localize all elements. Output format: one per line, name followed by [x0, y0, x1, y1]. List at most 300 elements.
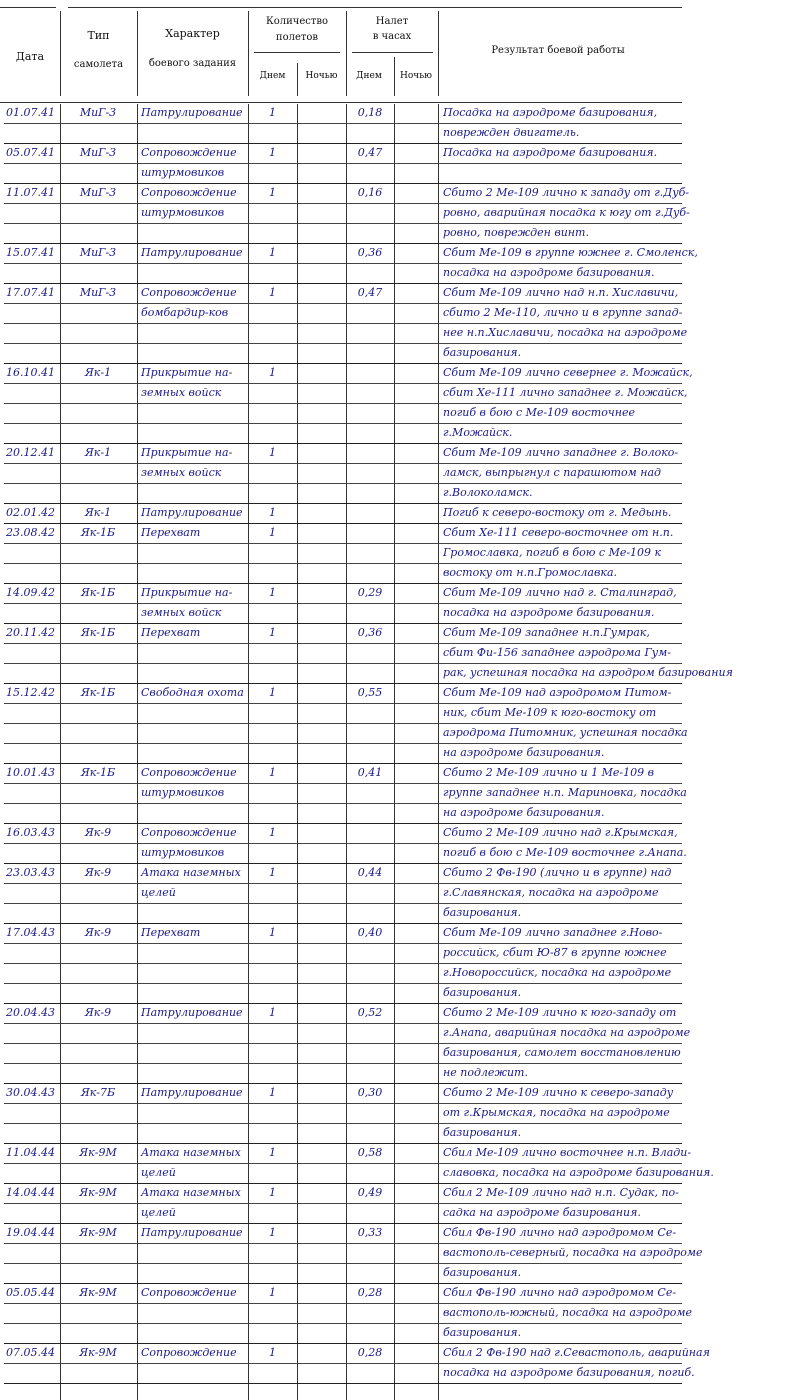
column-divider	[394, 444, 395, 504]
column-divider	[137, 1224, 138, 1284]
row-date: 11.04.44	[6, 1146, 55, 1159]
row-result-line: Сбит Ме-109 лично над г. Сталинград,	[443, 586, 677, 599]
header-hours-day: Днем	[356, 71, 382, 81]
column-divider	[297, 624, 298, 684]
column-divider	[438, 1184, 439, 1224]
column-divider	[137, 364, 138, 444]
row-task: Сопровождение	[141, 1286, 237, 1299]
line-rule	[4, 843, 682, 844]
row-date: 17.07.41	[6, 286, 55, 299]
row-flights-day: 1	[269, 446, 276, 459]
row-date: 02.01.42	[6, 506, 55, 519]
row-date: 05.07.41	[6, 146, 55, 159]
row-result-line: сбито 2 Ме-110, лично и в группе запад-	[443, 306, 683, 319]
row-task: Сопровождение	[141, 146, 237, 159]
row-hours-day: 0,49	[357, 1186, 383, 1199]
row-result-line: Сбито 2 Ме-109 лично к западу от г.Дуб-	[443, 186, 690, 199]
row-hours-day: 0,55	[357, 686, 383, 699]
row-result-line: Сбито 2 Ме-109 лично к северо-западу	[443, 1086, 674, 1099]
row-plane-type: Як-9М	[79, 1286, 117, 1299]
row-date: 16.03.43	[6, 826, 55, 839]
column-divider	[394, 1344, 395, 1384]
row-result-line: Сбито 2 Фв-190 (лично и в группе) над	[443, 866, 672, 879]
row-plane-type: МиГ-3	[79, 146, 117, 159]
column-divider	[438, 624, 439, 684]
row-border	[4, 183, 682, 184]
column-divider	[60, 244, 61, 284]
row-result-line: востоку от н.п.Громославка.	[443, 566, 617, 579]
column-divider	[137, 924, 138, 1004]
column-divider	[137, 764, 138, 824]
column-divider	[297, 244, 298, 284]
row-result-line: от г.Крымская, посадка на аэродроме	[443, 1106, 670, 1119]
column-divider	[346, 444, 347, 504]
line-rule	[4, 963, 682, 964]
row-plane-type: Як-1Б	[80, 526, 116, 539]
column-divider	[60, 364, 61, 444]
row-date: 16.10.41	[6, 366, 55, 379]
column-divider	[137, 284, 138, 364]
row-result-line: славовка, посадка на аэродроме базирования.	[443, 1166, 714, 1179]
row-plane-type: МиГ-3	[79, 246, 117, 259]
column-divider	[297, 444, 298, 504]
column-divider	[297, 104, 298, 144]
column-divider	[137, 1084, 138, 1144]
column-divider	[297, 684, 298, 764]
row-task: целей	[141, 1206, 176, 1219]
column-divider	[438, 524, 439, 584]
row-flights-day: 1	[269, 926, 276, 939]
row-plane-type: МиГ-3	[79, 106, 117, 119]
column-divider	[297, 1084, 298, 1144]
row-flights-day: 1	[269, 866, 276, 879]
column-divider	[60, 924, 61, 1004]
row-hours-day: 0,52	[357, 1006, 383, 1019]
column-divider	[297, 1384, 298, 1400]
column-divider	[394, 684, 395, 764]
header-plane-type-2: самолета	[73, 59, 124, 70]
column-divider	[60, 104, 61, 144]
header-flights-2: полетов	[275, 32, 319, 43]
column-divider	[438, 1384, 439, 1400]
column-divider	[394, 1184, 395, 1224]
column-divider	[394, 144, 395, 184]
row-task: штурмовиков	[141, 846, 225, 859]
row-hours-day: 0,40	[357, 926, 383, 939]
row-result-line: ровно, поврежден винт.	[443, 226, 589, 239]
row-flights-day: 1	[269, 826, 276, 839]
line-rule	[4, 563, 682, 564]
row-result-line: вастополь-северный, посадка на аэродроме	[443, 1246, 703, 1259]
column-divider	[60, 1384, 61, 1400]
column-divider	[297, 924, 298, 1004]
line-rule	[4, 223, 682, 224]
row-task: земных войск	[141, 466, 222, 479]
column-divider	[297, 1144, 298, 1184]
column-divider	[394, 104, 395, 144]
row-plane-type: Як-9	[84, 1006, 112, 1019]
column-divider	[137, 684, 138, 764]
row-task: Атака наземных	[141, 1146, 241, 1159]
column-divider	[438, 184, 439, 244]
column-divider	[60, 1344, 61, 1384]
row-hours-day: 0,18	[357, 106, 383, 119]
header-plane-type-1: Тип	[87, 29, 110, 42]
line-rule	[4, 483, 682, 484]
row-result-line: российск, сбит Ю-87 в группе южнее	[443, 946, 667, 959]
row-border	[4, 443, 682, 444]
row-result-line: базирования, самолет восстановлению	[443, 1046, 681, 1059]
column-divider	[394, 1144, 395, 1184]
column-divider	[394, 524, 395, 584]
row-border	[4, 503, 682, 504]
header-divider	[137, 11, 138, 96]
column-divider	[297, 764, 298, 824]
line-rule	[4, 203, 682, 204]
column-divider	[137, 504, 138, 524]
top-border-left	[0, 7, 56, 8]
row-task: Патрулирование	[141, 1226, 243, 1239]
row-border	[4, 143, 682, 144]
line-rule	[4, 123, 682, 124]
header-flights-1: Количество	[265, 16, 329, 27]
column-divider	[394, 924, 395, 1004]
row-result-line: Сбил 2 Ме-109 лично над н.п. Судак, по-	[443, 1186, 679, 1199]
row-plane-type: Як-1Б	[80, 686, 116, 699]
row-date: 23.08.42	[6, 526, 55, 539]
row-plane-type: Як-9	[84, 926, 112, 939]
row-flights-day: 1	[269, 246, 276, 259]
row-result-line: Сбил Фв-190 лично над аэродромом Се-	[443, 1286, 677, 1299]
row-hours-day: 0,33	[357, 1226, 383, 1239]
row-plane-type: Як-1Б	[80, 586, 116, 599]
column-divider	[438, 1224, 439, 1284]
column-divider	[438, 144, 439, 184]
row-flights-day: 1	[269, 1286, 276, 1299]
column-divider	[394, 624, 395, 684]
column-divider	[248, 1384, 249, 1400]
row-flights-day: 1	[269, 506, 276, 519]
row-task: Перехват	[141, 626, 201, 639]
column-divider	[297, 824, 298, 864]
column-divider	[438, 584, 439, 624]
row-result-line: Громославка, погиб в бою с Ме-109 к	[443, 546, 662, 559]
column-divider	[297, 1224, 298, 1284]
column-divider	[394, 824, 395, 864]
row-result-line: группе западнее н.п. Мариновка, посадка	[443, 786, 687, 799]
row-border	[4, 363, 682, 364]
column-divider	[394, 184, 395, 244]
row-date: 20.11.42	[6, 626, 55, 639]
line-rule	[4, 323, 682, 324]
column-divider	[60, 764, 61, 824]
column-divider	[438, 104, 439, 144]
row-task: бомбардир-ков	[141, 306, 229, 319]
column-divider	[438, 864, 439, 924]
row-hours-day: 0,41	[357, 766, 383, 779]
row-flights-day: 1	[269, 526, 276, 539]
row-date: 15.12.42	[6, 686, 55, 699]
column-divider	[438, 764, 439, 824]
header-flights-night: Ночью	[305, 71, 338, 81]
row-task: Прикрытие на-	[141, 366, 233, 379]
column-divider	[137, 144, 138, 184]
row-task: Сопровождение	[141, 1346, 237, 1359]
header-date: Дата	[15, 50, 45, 63]
row-task: целей	[141, 886, 176, 899]
row-border	[4, 1343, 682, 1344]
column-divider	[137, 244, 138, 284]
row-result-line: погиб в бою с Ме-109 восточнее г.Анапа.	[443, 846, 687, 859]
column-divider	[438, 1084, 439, 1144]
row-result-line: Погиб к северо-востоку от г. Медынь.	[443, 506, 672, 519]
row-result-line: Сбит Ме-109 лично западнее г.Ново-	[443, 926, 663, 939]
column-divider	[346, 824, 347, 864]
row-task: Сопровождение	[141, 186, 237, 199]
row-result-line: нее н.п.Хиславичи, посадка на аэродроме	[443, 326, 688, 339]
column-divider	[60, 1144, 61, 1184]
row-date: 17.04.43	[6, 926, 55, 939]
row-task: Атака наземных	[141, 1186, 241, 1199]
line-rule	[4, 423, 682, 424]
row-border	[4, 583, 682, 584]
column-divider	[297, 284, 298, 364]
row-plane-type: Як-9М	[79, 1346, 117, 1359]
row-border	[4, 1383, 682, 1384]
column-divider	[297, 184, 298, 244]
row-plane-type: Як-1	[84, 446, 112, 459]
line-rule	[4, 983, 682, 984]
row-plane-type: Як-1	[84, 506, 112, 519]
row-flights-day: 1	[269, 366, 276, 379]
row-date: 05.05.44	[6, 1286, 55, 1299]
column-divider	[297, 1344, 298, 1384]
row-date: 23.03.43	[6, 866, 55, 879]
column-divider	[394, 1384, 395, 1400]
row-result-line: Сбил 2 Фв-190 над г.Севастополь, аварийная	[443, 1346, 710, 1359]
row-task: Атака наземных	[141, 866, 241, 879]
row-hours-day: 0,58	[357, 1146, 383, 1159]
column-divider	[137, 1344, 138, 1384]
row-border	[4, 523, 682, 524]
column-divider	[60, 1004, 61, 1084]
row-flights-day: 1	[269, 586, 276, 599]
column-divider	[394, 1084, 395, 1144]
column-divider	[60, 184, 61, 244]
column-divider	[438, 444, 439, 504]
row-result-line: рак, успешная посадка на аэродром базирования	[443, 666, 733, 679]
row-date: 14.04.44	[6, 1186, 55, 1199]
row-border	[4, 1003, 682, 1004]
row-result-line: Сбит Ме-109 лично севернее г. Можайск,	[443, 366, 693, 379]
row-task: Перехват	[141, 926, 201, 939]
column-divider	[137, 864, 138, 924]
line-rule	[4, 403, 682, 404]
row-task: Патрулирование	[141, 246, 243, 259]
column-divider	[60, 684, 61, 764]
row-border	[4, 243, 682, 244]
column-divider	[137, 624, 138, 684]
header-task-1: Характер	[165, 27, 220, 40]
line-rule	[4, 903, 682, 904]
row-result-line: на аэродроме базирования.	[443, 806, 605, 819]
column-divider	[297, 1184, 298, 1224]
line-rule	[4, 803, 682, 804]
column-divider	[297, 1284, 298, 1344]
column-divider	[438, 824, 439, 864]
column-divider	[394, 284, 395, 364]
line-rule	[4, 1103, 682, 1104]
row-result-line: Посадка на аэродроме базирования.	[443, 146, 658, 159]
column-divider	[346, 504, 347, 524]
column-divider	[438, 1344, 439, 1384]
row-plane-type: Як-7Б	[80, 1086, 116, 1099]
header-result: Результат боевой работы	[491, 45, 625, 56]
row-task: Патрулирование	[141, 1086, 243, 1099]
line-rule	[4, 643, 682, 644]
row-result-line: садка на аэродроме базирования.	[443, 1206, 641, 1219]
row-result-line: базирования.	[443, 906, 522, 919]
row-date: 20.04.43	[6, 1006, 55, 1019]
row-date: 14.09.42	[6, 586, 55, 599]
column-divider	[394, 584, 395, 624]
row-result-line: ник, сбит Ме-109 к юго-востоку от	[443, 706, 657, 719]
row-result-line: на аэродроме базирования.	[443, 746, 605, 759]
row-result-line: базирования.	[443, 346, 522, 359]
row-flights-day: 1	[269, 1146, 276, 1159]
column-divider	[137, 444, 138, 504]
column-divider	[438, 284, 439, 364]
row-border	[4, 1183, 682, 1184]
column-divider	[297, 364, 298, 444]
column-divider	[346, 524, 347, 584]
row-border	[4, 923, 682, 924]
row-task: Свободная охота	[141, 686, 244, 699]
header-hours-1: Налет	[375, 16, 409, 27]
header-hours-night: Ночью	[400, 71, 432, 81]
row-task: Прикрытие на-	[141, 586, 233, 599]
column-divider	[60, 1224, 61, 1284]
row-result-line: Сбит Хе-111 северо-восточнее от н.п.	[443, 526, 674, 539]
row-task: Прикрытие на-	[141, 446, 233, 459]
row-hours-day: 0,44	[357, 866, 383, 879]
row-date: 10.01.43	[6, 766, 55, 779]
row-plane-type: Як-1Б	[80, 766, 116, 779]
row-result-line: Сбит Ме-109 над аэродромом Питом-	[443, 686, 672, 699]
row-result-line: Посадка на аэродроме базирования,	[443, 106, 658, 119]
row-task: штурмовиков	[141, 166, 225, 179]
header-hours-2: в часах	[372, 31, 412, 42]
column-divider	[394, 364, 395, 444]
row-result-line: Сбито 2 Ме-109 лично к юго-западу от	[443, 1006, 677, 1019]
column-divider	[297, 524, 298, 584]
column-divider	[60, 584, 61, 624]
column-divider	[438, 684, 439, 764]
row-date: 30.04.43	[6, 1086, 55, 1099]
row-result-line: базирования.	[443, 1326, 522, 1339]
column-divider	[60, 284, 61, 364]
line-rule	[4, 383, 682, 384]
row-flights-day: 1	[269, 106, 276, 119]
column-divider	[60, 1084, 61, 1144]
column-divider	[60, 444, 61, 504]
row-hours-day: 0,28	[357, 1346, 383, 1359]
row-flights-day: 1	[269, 686, 276, 699]
row-hours-day: 0,36	[357, 246, 383, 259]
row-border	[4, 1283, 682, 1284]
row-flights-day: 1	[269, 1086, 276, 1099]
row-result-line: посадка на аэродроме базирования.	[443, 266, 655, 279]
row-flights-day: 1	[269, 146, 276, 159]
column-divider	[60, 1284, 61, 1344]
header-group-rule	[352, 52, 433, 53]
header-task-2: боевого задания	[148, 58, 237, 69]
row-plane-type: Як-1	[84, 366, 112, 379]
line-rule	[4, 783, 682, 784]
line-rule	[4, 263, 682, 264]
row-plane-type: Як-1Б	[80, 626, 116, 639]
column-divider	[394, 864, 395, 924]
row-task: земных войск	[141, 606, 222, 619]
row-result-line: сбит Фи-156 западнее аэродрома Гум-	[443, 646, 671, 659]
line-rule	[4, 1363, 682, 1364]
line-rule	[4, 463, 682, 464]
row-date: 01.07.41	[6, 106, 55, 119]
column-divider	[346, 1384, 347, 1400]
row-task: земных войск	[141, 386, 222, 399]
column-divider	[297, 504, 298, 524]
row-date: 07.05.44	[6, 1346, 55, 1359]
row-result-line: г.Новороссийск, посадка на аэродроме	[443, 966, 672, 979]
row-result-line: Сбито 2 Ме-109 лично над г.Крымская,	[443, 826, 678, 839]
column-divider	[297, 864, 298, 924]
row-border	[4, 1223, 682, 1224]
line-rule	[4, 1123, 682, 1124]
column-divider	[137, 524, 138, 584]
row-flights-day: 1	[269, 766, 276, 779]
row-hours-day: 0,30	[357, 1086, 383, 1099]
line-rule	[4, 723, 682, 724]
row-result-line: Сбит Ме-109 лично западнее г. Волоко-	[443, 446, 679, 459]
row-date: 19.04.44	[6, 1226, 55, 1239]
row-result-line: Сбит Ме-109 западнее н.п.Гумрак,	[443, 626, 650, 639]
row-result-line: поврежден двигатель.	[443, 126, 580, 139]
column-divider	[438, 504, 439, 524]
column-divider	[137, 1384, 138, 1400]
row-plane-type: Як-9М	[79, 1226, 117, 1239]
column-divider	[137, 104, 138, 144]
line-rule	[4, 1043, 682, 1044]
row-result-line: г.Славянская, посадка на аэродроме	[443, 886, 659, 899]
row-border	[4, 1143, 682, 1144]
row-date: 20.12.41	[6, 446, 55, 459]
top-border	[68, 7, 682, 8]
row-plane-type: Як-9	[84, 826, 112, 839]
column-divider	[137, 584, 138, 624]
column-divider	[137, 1184, 138, 1224]
column-divider	[60, 824, 61, 864]
row-result-line: погиб в бою с Ме-109 восточнее	[443, 406, 635, 419]
line-rule	[4, 163, 682, 164]
column-divider	[438, 244, 439, 284]
row-flights-day: 1	[269, 1186, 276, 1199]
row-flights-day: 1	[269, 186, 276, 199]
row-plane-type: МиГ-3	[79, 186, 117, 199]
column-divider	[346, 364, 347, 444]
row-hours-day: 0,16	[357, 186, 383, 199]
row-plane-type: МиГ-3	[79, 286, 117, 299]
line-rule	[4, 603, 682, 604]
